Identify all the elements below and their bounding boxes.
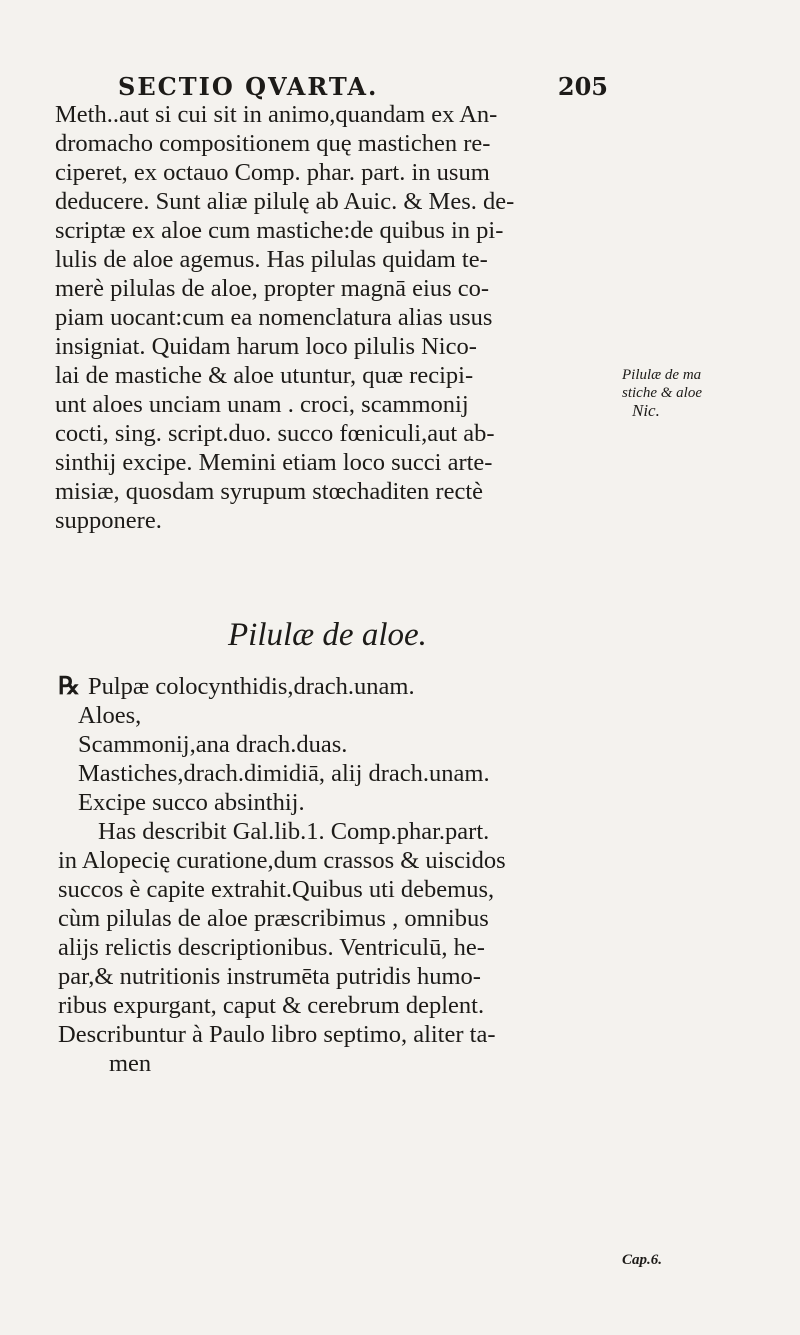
recipe-line [58,817,618,846]
text-line: supponere. [55,507,162,534]
recipe-line-text: Describuntur à Paulo libro septimo, aliter ta- [58,1021,496,1048]
text-line: Meth..aut si cui sit in animo,quandam ex An- [55,101,498,128]
text-line: lai de mastiche & aloe utuntur, quæ recipi- [55,362,474,389]
text-line: ciperet, ex octauo Comp. phar. part. in usum [55,159,490,186]
recipe-line [58,730,618,759]
running-head [118,72,608,102]
recipe-line-text: ribus expurgant, caput & cerebrum deplent. [58,992,485,1019]
recipe-line-text: Aloes, [78,702,142,729]
page-number: 205 [557,72,608,101]
recipe-line [58,991,618,1020]
margin-note-line: Pilulæ de ma [622,367,702,383]
recipe-line-text: in Alopecię curatione,dum crassos & uiscidos [58,847,506,874]
recipe-block [58,672,618,1078]
text-line: lulis de aloe agemus. Has pilulas quidam te- [55,246,488,273]
text-line: merè pilulas de aloe, propter magnā eius co- [55,275,490,302]
recipe-line [58,1020,618,1049]
recipe-line [58,846,618,875]
text-line: cocti, sing. script.duo. succo fœniculi,aut ab- [55,420,495,447]
recipe-line [58,933,618,962]
recipe-line [58,672,618,701]
text-line: deducere. Sunt aliæ pilulę ab Auic. & Mes. de- [55,188,515,215]
text-line: sinthij excipe. Memini etiam loco succi arte- [55,449,493,476]
margin-note-line: Nic. [632,401,660,420]
recipe-line [58,759,618,788]
recipe-line [58,788,618,817]
main-paragraph [55,100,615,535]
recipe-line [58,1049,618,1078]
recipe-line [58,701,618,730]
recipe-line [58,875,618,904]
recipe-line-text: Pulpæ colocynthidis,drach.unam. [87,673,415,700]
text-line: unt aloes unciam unam . croci, scammonij [55,391,469,418]
margin-note-pilulae [622,366,797,420]
recipe-line-text: Excipe succo absinthij. [78,789,305,816]
text-line: insigniat. Quidam harum loco pilulis Nico- [55,333,477,360]
recipe-line-text: men [109,1050,152,1077]
recipe-symbol: ℞ [58,673,80,700]
recipe-line-text: Has describit Gal.lib.1. Comp.phar.part. [98,818,490,845]
recipe-line-text: Scammonij,ana drach.duas. [78,731,348,758]
recipe-line [58,904,618,933]
section-heading: Pilulæ de aloe. [228,617,427,653]
recipe-line-text: par,& nutritionis instrumēta putridis humo- [58,963,481,990]
running-head-title: SECTIO QVARTA. [118,72,379,101]
margin-note-chapter: Cap.6. [622,1252,663,1268]
recipe-line-text: Mastiches,drach.dimidiā, alij drach.unam. [78,760,490,787]
recipe-line-text: cùm pilulas de aloe præscribimus , omnibus [58,905,489,932]
text-line: misiæ, quosdam syrupum stœchaditen rectè [55,478,483,505]
text-line: scriptæ ex aloe cum mastiche:de quibus in pi- [55,217,504,244]
text-line: piam uocant:cum ea nomenclatura alias usus [55,304,493,331]
recipe-line-text: succos è capite extrahit.Quibus uti debemus, [58,876,495,903]
text-line: dromacho compositionem quę mastichen re- [55,130,491,157]
margin-note-line: stiche & aloe [622,385,702,401]
recipe-line [58,962,618,991]
recipe-line-text: alijs relictis descriptionibus. Ventriculū, he- [58,934,485,961]
